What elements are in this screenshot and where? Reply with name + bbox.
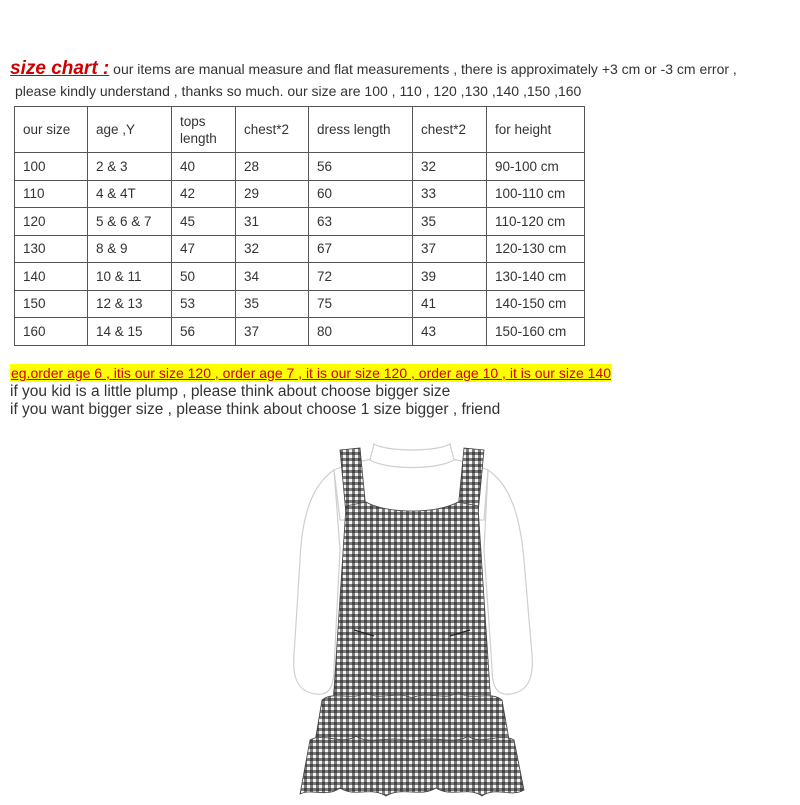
header-age: age ,Y: [88, 107, 172, 153]
cell-for-height: 100-110 cm: [487, 180, 585, 208]
cell-dress-length: 75: [309, 290, 413, 318]
cell-chest-dress: 33: [413, 180, 487, 208]
cell-tops-length: 47: [172, 235, 236, 263]
cell-for-height: 150-160 cm: [487, 318, 585, 346]
size-chart-title: size chart :: [10, 58, 110, 79]
bigger-size-note: if you want bigger size , please think about choose 1 size bigger , friend: [10, 401, 501, 418]
cell-age: 12 & 13: [88, 290, 172, 318]
table-row: [15, 290, 585, 318]
table-row: [15, 180, 585, 208]
cell-our-size: 130: [15, 235, 88, 263]
cell-chest-dress: 37: [413, 235, 487, 263]
cell-dress-length: 72: [309, 263, 413, 291]
cell-for-height: 140-150 cm: [487, 290, 585, 318]
header-for-height: for height: [487, 107, 585, 153]
header-tops-line1: tops: [180, 113, 206, 129]
cell-our-size: 110: [15, 180, 88, 208]
cell-dress-length: 60: [309, 180, 413, 208]
cell-age: 4 & 4T: [88, 180, 172, 208]
example-note-line: [10, 364, 612, 383]
cell-tops-length: 50: [172, 263, 236, 291]
table-row: [15, 153, 585, 181]
cell-for-height: 110-120 cm: [487, 208, 585, 236]
cell-our-size: 150: [15, 290, 88, 318]
intro-line-1: [10, 58, 795, 80]
header-dress-length: dress length: [309, 107, 413, 153]
cell-tops-length: 56: [172, 318, 236, 346]
header-tops-length: [172, 107, 236, 153]
cell-for-height: 120-130 cm: [487, 235, 585, 263]
cell-age: 10 & 11: [88, 263, 172, 291]
plump-note: if you kid is a little plump , please think about choose bigger size: [10, 383, 451, 400]
cell-dress-length: 56: [309, 153, 413, 181]
cell-chest-tops: 29: [236, 180, 309, 208]
cell-our-size: 160: [15, 318, 88, 346]
cell-tops-length: 45: [172, 208, 236, 236]
cell-tops-length: 53: [172, 290, 236, 318]
cell-dress-length: 67: [309, 235, 413, 263]
cell-chest-dress: 32: [413, 153, 487, 181]
cell-dress-length: 63: [309, 208, 413, 236]
gingham-pinafore-dress-with-white-shirt-icon: [262, 440, 562, 800]
cell-our-size: 120: [15, 208, 88, 236]
cell-our-size: 140: [15, 263, 88, 291]
cell-chest-dress: 35: [413, 208, 487, 236]
cell-chest-tops: 32: [236, 235, 309, 263]
header-tops-line2: length: [180, 130, 217, 146]
intro-text-1: our items are manual measure and flat measurements , there is approximately +3 cm or -3 cm error ,: [113, 61, 737, 77]
cell-chest-tops: 31: [236, 208, 309, 236]
intro-line-2: please kindly understand , thanks so much. our size are 100 , 110 , 120 ,130 ,140 ,150 ,160: [15, 83, 582, 99]
cell-age: 2 & 3: [88, 153, 172, 181]
cell-tops-length: 42: [172, 180, 236, 208]
cell-chest-tops: 34: [236, 263, 309, 291]
table-row: [15, 208, 585, 236]
example-note: eg.order age 6 , itis our size 120 , order age 7 , it is our size 120 , order age 10 , it is our size 140: [11, 365, 611, 381]
size-notes: [10, 364, 612, 419]
size-chart-intro: [10, 58, 795, 102]
cell-chest-dress: 43: [413, 318, 487, 346]
table-header-row: [15, 107, 585, 153]
cell-age: 5 & 6 & 7: [88, 208, 172, 236]
cell-chest-dress: 41: [413, 290, 487, 318]
header-chest-tops: chest*2: [236, 107, 309, 153]
cell-our-size: 100: [15, 153, 88, 181]
cell-chest-tops: 35: [236, 290, 309, 318]
cell-chest-tops: 28: [236, 153, 309, 181]
cell-chest-tops: 37: [236, 318, 309, 346]
cell-for-height: 90-100 cm: [487, 153, 585, 181]
cell-age: 14 & 15: [88, 318, 172, 346]
cell-dress-length: 80: [309, 318, 413, 346]
size-table: [14, 106, 585, 346]
table-row: [15, 263, 585, 291]
cell-for-height: 130-140 cm: [487, 263, 585, 291]
header-our-size: our size: [15, 107, 88, 153]
table-row: [15, 318, 585, 346]
header-chest-dress: chest*2: [413, 107, 487, 153]
cell-chest-dress: 39: [413, 263, 487, 291]
cell-age: 8 & 9: [88, 235, 172, 263]
table-row: [15, 235, 585, 263]
cell-tops-length: 40: [172, 153, 236, 181]
